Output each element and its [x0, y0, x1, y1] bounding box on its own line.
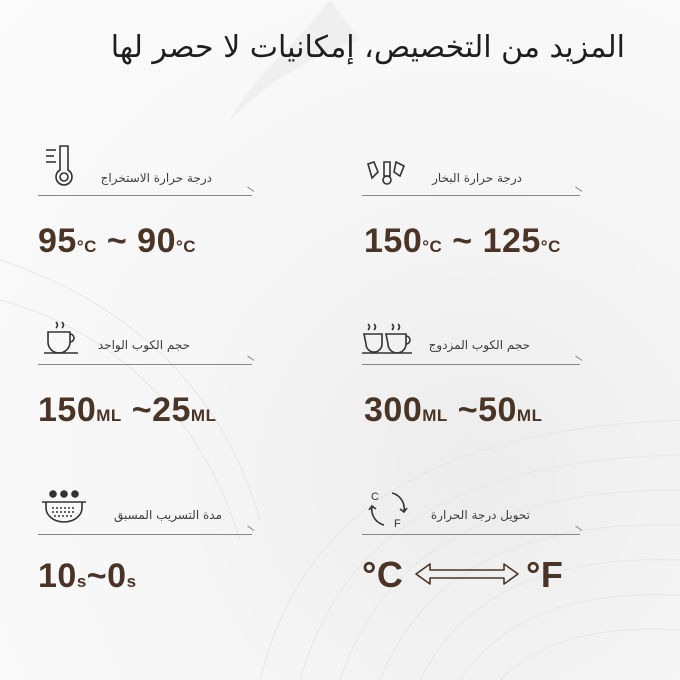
convert-icon-f: F	[394, 518, 401, 530]
single-cup-icon	[42, 320, 82, 356]
steam-temp-divider	[362, 195, 580, 196]
basket-icon	[40, 488, 88, 528]
single-cup-value: 150ML ~25ML	[38, 391, 217, 429]
single-cup-divider	[38, 364, 252, 365]
extraction-temp-divider	[38, 195, 252, 196]
steam-temp-value: 150°C ~ 125°C	[364, 222, 561, 260]
temp-convert-label: تحويل درجة الحرارة	[430, 508, 530, 522]
temp-convert-divider	[362, 534, 580, 535]
extraction-temp-label: درجة حرارة الاستخراج	[100, 171, 212, 185]
steam-icon	[364, 158, 410, 188]
thermometer-icon	[42, 142, 78, 188]
double-arrow-icon	[414, 560, 520, 588]
convert-icon	[366, 487, 410, 531]
single-cup-label: حجم الكوب الواحد	[97, 338, 190, 352]
celsius-unit: °C	[362, 554, 404, 595]
double-cup-value: 300ML ~50ML	[364, 391, 543, 429]
preinfusion-divider	[38, 534, 252, 535]
fahrenheit-unit: °F	[526, 554, 564, 595]
preinfusion-label: مدة التسريب المسبق	[114, 508, 222, 522]
extraction-temp-value: 95°C ~ 90°C	[38, 222, 197, 260]
double-cup-label: حجم الكوب المزدوج	[428, 338, 530, 352]
convert-icon-c: C	[371, 491, 379, 503]
steam-temp-label: درجة حرارة البخار	[432, 171, 522, 185]
double-cup-icon	[362, 320, 416, 356]
page-title: المزيد من التخصيص، إمكانيات لا حصر لها	[110, 30, 625, 65]
preinfusion-value: 10s~0s	[38, 557, 137, 595]
double-cup-divider	[362, 364, 580, 365]
